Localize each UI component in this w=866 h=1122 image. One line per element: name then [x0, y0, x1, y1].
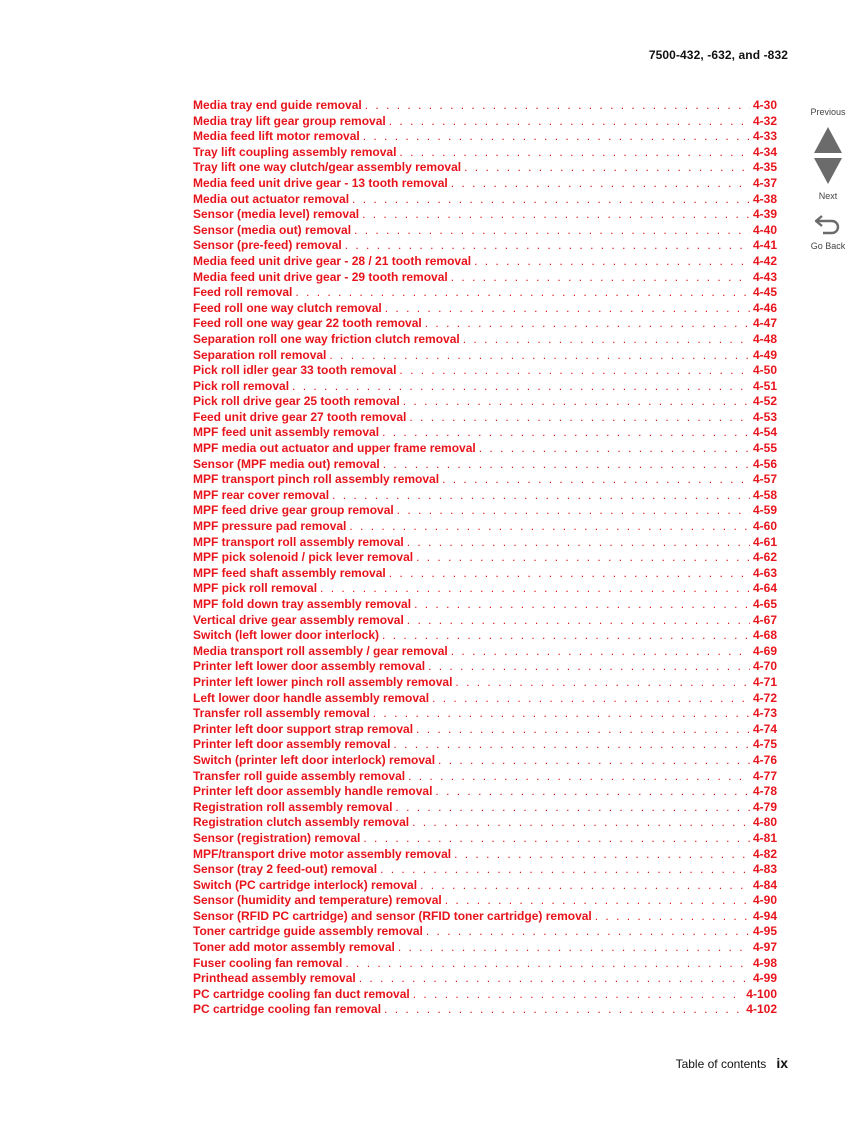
toc-entry-title[interactable]: Registration roll assembly removal: [193, 799, 393, 814]
toc-entry-title[interactable]: Media feed unit drive gear - 28 / 21 tooth removal: [193, 253, 472, 268]
toc-dot-leader: [292, 379, 750, 395]
toc-entry-page[interactable]: 4-58: [752, 487, 777, 502]
toc-entry-page[interactable]: 4-45: [752, 285, 777, 300]
toc-dot-leader: [384, 1002, 743, 1018]
toc-entry-title[interactable]: MPF feed shaft assembly removal: [193, 565, 386, 580]
toc-entry-page[interactable]: 4-67: [752, 612, 777, 627]
toc-entry-page[interactable]: 4-84: [752, 877, 777, 892]
toc-dot-leader: [408, 769, 750, 785]
toc-dot-leader: [409, 410, 750, 426]
toc-entry[interactable]: [193, 581, 777, 597]
toc-entry-page[interactable]: 4-64: [752, 581, 777, 596]
toc-entry-page[interactable]: 4-100: [746, 986, 777, 1001]
toc-dot-leader: [295, 285, 750, 301]
toc-entry[interactable]: [193, 940, 777, 956]
toc-dot-leader: [463, 332, 750, 348]
toc-dot-leader: [455, 675, 750, 691]
toc-entry-title[interactable]: Printhead assembly removal: [193, 971, 356, 986]
toc-entry[interactable]: [193, 254, 777, 270]
table-of-contents-list: [193, 98, 777, 1018]
toc-entry-title[interactable]: Transfer roll guide assembly removal: [193, 768, 406, 783]
toc-entry-page[interactable]: 4-59: [752, 503, 777, 518]
toc-entry[interactable]: [193, 613, 777, 629]
toc-entry-title[interactable]: Sensor (media out) removal: [193, 222, 352, 237]
toc-entry[interactable]: [193, 628, 777, 644]
toc-dot-leader: [435, 784, 750, 800]
toc-entry-page[interactable]: 4-33: [752, 129, 777, 144]
toc-dot-leader: [352, 192, 750, 208]
toc-entry[interactable]: [193, 457, 777, 473]
toc-entry-title[interactable]: Feed roll one way clutch removal: [193, 300, 382, 315]
toc-entry-page[interactable]: 4-51: [752, 378, 777, 393]
toc-entry[interactable]: [193, 285, 777, 301]
toc-entry-page[interactable]: 4-32: [752, 113, 777, 128]
toc-entry[interactable]: [193, 893, 777, 909]
toc-entry-page[interactable]: 4-49: [752, 347, 777, 362]
toc-entry-title[interactable]: Sensor (MPF media out) removal: [193, 456, 380, 471]
toc-entry[interactable]: [193, 675, 777, 691]
toc-entry[interactable]: [193, 924, 777, 940]
toc-entry-title[interactable]: PC cartridge cooling fan removal: [193, 1002, 382, 1017]
toc-entry-page[interactable]: 4-41: [752, 238, 777, 253]
toc-entry-title[interactable]: Tray lift coupling assembly removal: [193, 144, 397, 159]
toc-entry[interactable]: [193, 425, 777, 441]
toc-entry-title[interactable]: Media out actuator removal: [193, 191, 350, 206]
toc-dot-leader: [451, 644, 750, 660]
toc-entry-title[interactable]: Feed unit drive gear 27 tooth removal: [193, 409, 407, 424]
toc-dot-leader: [464, 160, 750, 176]
toc-entry-page[interactable]: 4-68: [752, 628, 777, 643]
toc-entry-page[interactable]: 4-71: [752, 674, 777, 689]
previous-page-button[interactable]: [806, 126, 850, 156]
toc-entry[interactable]: [193, 644, 777, 660]
toc-entry[interactable]: [193, 363, 777, 379]
toc-dot-leader: [380, 862, 750, 878]
toc-entry[interactable]: [193, 566, 777, 582]
toc-entry-page[interactable]: 4-61: [752, 534, 777, 549]
toc-entry-page[interactable]: 4-56: [752, 456, 777, 471]
toc-entry-title[interactable]: Switch (PC cartridge interlock) removal: [193, 877, 418, 892]
next-label[interactable]: Next: [818, 191, 838, 201]
toc-entry[interactable]: [193, 769, 777, 785]
toc-entry[interactable]: [193, 316, 777, 332]
toc-entry-title[interactable]: Registration clutch assembly removal: [193, 815, 410, 830]
toc-dot-leader: [416, 550, 750, 566]
toc-dot-leader: [393, 737, 750, 753]
toc-entry[interactable]: [193, 535, 777, 551]
toc-entry-page[interactable]: 4-90: [752, 893, 777, 908]
toc-dot-leader: [403, 394, 750, 410]
toc-entry-title[interactable]: MPF media out actuator and upper frame removal: [193, 441, 476, 456]
toc-entry-page[interactable]: 4-83: [752, 862, 777, 877]
toc-dot-leader: [363, 129, 750, 145]
toc-entry[interactable]: [193, 987, 777, 1003]
toc-dot-leader: [595, 909, 750, 925]
toc-entry-page[interactable]: 4-47: [752, 316, 777, 331]
toc-entry-title[interactable]: MPF/transport drive motor assembly removal: [193, 846, 452, 861]
toc-entry-title[interactable]: MPF rear cover removal: [193, 487, 330, 502]
toc-entry[interactable]: [193, 691, 777, 707]
toc-dot-leader: [389, 114, 750, 130]
toc-entry-title[interactable]: Separation roll removal: [193, 347, 327, 362]
document-header-title: 7500-432, -632, and -832: [648, 48, 788, 62]
toc-entry[interactable]: [193, 379, 777, 395]
toc-entry-title[interactable]: Sensor (RFID PC cartridge) and sensor (RFID toner cartridge) removal: [193, 908, 592, 923]
toc-entry-title[interactable]: MPF transport pinch roll assembly removal: [193, 472, 440, 487]
toc-entry-page[interactable]: 4-69: [752, 643, 777, 658]
toc-dot-leader: [362, 207, 750, 223]
toc-entry-page[interactable]: 4-40: [752, 222, 777, 237]
toc-dot-leader: [345, 238, 750, 254]
toc-entry-title[interactable]: PC cartridge cooling fan duct removal: [193, 986, 410, 1001]
toc-entry-page[interactable]: 4-74: [752, 721, 777, 736]
toc-entry[interactable]: [193, 815, 777, 831]
toc-entry-page[interactable]: 4-43: [752, 269, 777, 284]
toc-entry[interactable]: [193, 270, 777, 286]
toc-entry-page[interactable]: 4-73: [752, 706, 777, 721]
toc-entry-page[interactable]: 4-97: [752, 940, 777, 955]
toc-entry-page[interactable]: 4-81: [752, 830, 777, 845]
toc-entry[interactable]: [193, 784, 777, 800]
toc-entry[interactable]: [193, 160, 777, 176]
toc-entry[interactable]: [193, 394, 777, 410]
toc-dot-leader: [479, 441, 750, 457]
toc-entry[interactable]: [193, 207, 777, 223]
toc-dot-leader: [414, 597, 750, 613]
footer-page-number: ix: [776, 1055, 788, 1071]
toc-entry[interactable]: [193, 145, 777, 161]
toc-entry-page[interactable]: 4-35: [752, 160, 777, 175]
toc-dot-leader: [385, 301, 750, 317]
toc-entry-page[interactable]: 4-60: [752, 519, 777, 534]
toc-entry-title[interactable]: Switch (printer left door interlock) removal: [193, 752, 436, 767]
toc-entry-title[interactable]: Media feed unit drive gear - 13 tooth removal: [193, 175, 448, 190]
toc-dot-leader: [412, 815, 750, 831]
toc-entry-title[interactable]: MPF pressure pad removal: [193, 519, 347, 534]
toc-dot-leader: [432, 691, 750, 707]
toc-entry-title[interactable]: Pick roll drive gear 25 tooth removal: [193, 394, 400, 409]
toc-entry-title[interactable]: Sensor (tray 2 feed-out) removal: [193, 862, 378, 877]
toc-dot-leader: [363, 831, 750, 847]
toc-entry-page[interactable]: 4-63: [752, 565, 777, 580]
toc-dot-leader: [451, 270, 750, 286]
toc-entry[interactable]: [193, 519, 777, 535]
toc-entry-title[interactable]: Separation roll one way friction clutch removal: [193, 331, 460, 346]
toc-entry-title[interactable]: MPF pick solenoid / pick lever removal: [193, 550, 414, 565]
toc-dot-leader: [442, 472, 750, 488]
toc-entry[interactable]: [193, 129, 777, 145]
toc-entry-title[interactable]: Printer left lower pinch roll assembly removal: [193, 674, 453, 689]
toc-entry-page[interactable]: 4-55: [752, 441, 777, 456]
toc-entry[interactable]: [193, 831, 777, 847]
toc-entry-title[interactable]: Media feed lift motor removal: [193, 129, 360, 144]
toc-entry-page[interactable]: 4-57: [752, 472, 777, 487]
toc-entry[interactable]: [193, 488, 777, 504]
toc-entry-title[interactable]: Fuser cooling fan removal: [193, 955, 343, 970]
toc-dot-leader: [329, 348, 750, 364]
toc-entry-page[interactable]: 4-98: [752, 955, 777, 970]
toc-entry-page[interactable]: 4-54: [752, 425, 777, 440]
toc-dot-leader: [382, 425, 750, 441]
toc-entry[interactable]: [193, 98, 777, 114]
toc-entry-page[interactable]: 4-39: [752, 207, 777, 222]
go-back-arrow-icon[interactable]: [813, 212, 843, 238]
toc-dot-leader: [407, 535, 750, 551]
toc-entry[interactable]: [193, 737, 777, 753]
toc-entry-page[interactable]: 4-50: [752, 363, 777, 378]
toc-entry[interactable]: [193, 800, 777, 816]
toc-entry-page[interactable]: 4-78: [752, 784, 777, 799]
toc-entry-title[interactable]: Printer left door support strap removal: [193, 721, 414, 736]
toc-dot-leader: [438, 753, 750, 769]
toc-entry[interactable]: [193, 301, 777, 317]
toc-entry-page[interactable]: 4-82: [752, 846, 777, 861]
toc-entry-page[interactable]: 4-75: [752, 737, 777, 752]
toc-entry[interactable]: [193, 971, 777, 987]
footer-section-label: Table of contents: [675, 1057, 767, 1071]
toc-entry-title[interactable]: MPF transport roll assembly removal: [193, 534, 404, 549]
toc-entry[interactable]: [193, 472, 777, 488]
toc-dot-leader: [382, 628, 750, 644]
toc-dot-leader: [320, 581, 750, 597]
toc-dot-leader: [454, 847, 750, 863]
toc-dot-leader: [359, 971, 750, 987]
toc-entry-page[interactable]: 4-53: [752, 409, 777, 424]
toc-entry[interactable]: [193, 238, 777, 254]
toc-dot-leader: [399, 363, 750, 379]
toc-dot-leader: [354, 223, 750, 239]
toc-entry-title[interactable]: MPF pick roll removal: [193, 581, 318, 596]
toc-entry-page[interactable]: 4-80: [752, 815, 777, 830]
toc-entry-title[interactable]: Printer left door assembly handle removal: [193, 784, 433, 799]
toc-entry-title[interactable]: Sensor (registration) removal: [193, 830, 361, 845]
toc-entry-title[interactable]: Pick roll removal: [193, 378, 290, 393]
toc-entry-page[interactable]: 4-37: [752, 175, 777, 190]
toc-entry-page[interactable]: 4-77: [752, 768, 777, 783]
toc-entry-title[interactable]: Toner add motor assembly removal: [193, 940, 395, 955]
toc-dot-leader: [426, 924, 750, 940]
toc-entry-page[interactable]: 4-72: [752, 690, 777, 705]
toc-entry-page[interactable]: 4-102: [746, 1002, 777, 1017]
toc-entry[interactable]: [193, 550, 777, 566]
toc-entry-title[interactable]: Tray lift one way clutch/gear assembly removal: [193, 160, 462, 175]
toc-entry-page[interactable]: 4-42: [752, 253, 777, 268]
toc-entry-title[interactable]: Media tray end guide removal: [193, 98, 362, 112]
toc-entry[interactable]: [193, 659, 777, 675]
toc-entry-title[interactable]: Pick roll idler gear 33 tooth removal: [193, 363, 397, 378]
toc-entry-page[interactable]: 4-94: [752, 908, 777, 923]
toc-entry[interactable]: [193, 332, 777, 348]
previous-label[interactable]: Previous: [810, 107, 846, 117]
toc-entry-title[interactable]: Vertical drive gear assembly removal: [193, 612, 404, 627]
toc-entry-title[interactable]: Feed roll one way gear 22 tooth removal: [193, 316, 422, 331]
toc-entry-page[interactable]: 4-70: [752, 659, 777, 674]
toc-entry[interactable]: [193, 348, 777, 364]
toc-entry[interactable]: [193, 410, 777, 426]
toc-entry-page[interactable]: 4-48: [752, 331, 777, 346]
toc-entry-page[interactable]: 4-95: [752, 924, 777, 939]
toc-entry[interactable]: [193, 441, 777, 457]
toc-entry[interactable]: [193, 503, 777, 519]
next-page-button[interactable]: [806, 157, 850, 187]
toc-entry-page[interactable]: 4-79: [752, 799, 777, 814]
toc-entry-title[interactable]: Transfer roll assembly removal: [193, 706, 370, 721]
toc-entry-title[interactable]: Media feed unit drive gear - 29 tooth removal: [193, 269, 448, 284]
toc-entry[interactable]: [193, 1002, 777, 1018]
toc-entry[interactable]: [193, 192, 777, 208]
toc-entry[interactable]: [193, 597, 777, 613]
toc-dot-leader: [425, 316, 750, 332]
toc-dot-leader: [332, 488, 750, 504]
toc-dot-leader: [420, 878, 750, 894]
toc-entry-page[interactable]: 4-30: [752, 98, 777, 112]
triangle-down-icon[interactable]: [813, 157, 843, 185]
toc-entry[interactable]: [193, 909, 777, 925]
toc-entry-page[interactable]: 4-52: [752, 394, 777, 409]
toc-entry-title[interactable]: Sensor (media level) removal: [193, 207, 360, 222]
triangle-up-icon[interactable]: [813, 126, 843, 154]
toc-entry-title[interactable]: Printer left door assembly removal: [193, 737, 391, 752]
toc-entry-title[interactable]: MPF feed unit assembly removal: [193, 425, 380, 440]
go-back-button[interactable]: [806, 212, 850, 240]
toc-dot-leader: [373, 706, 750, 722]
toc-dot-leader: [398, 940, 750, 956]
toc-entry[interactable]: [193, 753, 777, 769]
toc-dot-leader: [397, 503, 750, 519]
toc-entry-title[interactable]: Printer left lower door assembly removal: [193, 659, 426, 674]
toc-entry[interactable]: [193, 878, 777, 894]
toc-entry-page[interactable]: 4-65: [752, 597, 777, 611]
toc-entry[interactable]: [193, 114, 777, 130]
page-footer: [676, 1055, 788, 1071]
toc-entry-title[interactable]: Left lower door handle assembly removal: [193, 690, 430, 705]
toc-entry-page[interactable]: 4-34: [752, 144, 777, 159]
toc-dot-leader: [389, 566, 750, 582]
toc-entry-page[interactable]: 4-99: [752, 971, 777, 986]
toc-entry-title[interactable]: Switch (left lower door interlock): [193, 628, 380, 643]
toc-entry-title[interactable]: Toner cartridge guide assembly removal: [193, 924, 423, 939]
toc-dot-leader: [365, 98, 750, 114]
toc-dot-leader: [399, 145, 750, 161]
toc-entry-page[interactable]: 4-46: [752, 300, 777, 315]
toc-dot-leader: [451, 176, 750, 192]
toc-entry-title[interactable]: Sensor (pre-feed) removal: [193, 238, 342, 253]
toc-dot-leader: [383, 457, 750, 473]
toc-entry[interactable]: [193, 722, 777, 738]
toc-dot-leader: [345, 956, 750, 972]
toc-entry[interactable]: [193, 862, 777, 878]
toc-entry[interactable]: [193, 176, 777, 192]
toc-entry-title[interactable]: Media tray lift gear group removal: [193, 113, 386, 128]
toc-entry-title[interactable]: Feed roll removal: [193, 285, 293, 300]
toc-entry-page[interactable]: 4-76: [752, 752, 777, 767]
toc-entry-page[interactable]: 4-38: [752, 191, 777, 206]
toc-dot-leader: [474, 254, 750, 270]
toc-entry-title[interactable]: MPF fold down tray assembly removal: [193, 597, 412, 611]
toc-entry[interactable]: [193, 223, 777, 239]
go-back-label[interactable]: Go Back: [810, 241, 846, 251]
toc-dot-leader: [349, 519, 750, 535]
toc-entry-page[interactable]: 4-62: [752, 550, 777, 565]
toc-entry[interactable]: [193, 706, 777, 722]
toc-dot-leader: [407, 613, 750, 629]
toc-dot-leader: [395, 800, 750, 816]
toc-entry-title[interactable]: MPF feed drive gear group removal: [193, 503, 394, 518]
toc-dot-leader: [445, 893, 750, 909]
toc-entry-title[interactable]: Media transport roll assembly / gear removal: [193, 643, 448, 658]
toc-entry[interactable]: [193, 956, 777, 972]
toc-dot-leader: [413, 987, 744, 1003]
toc-entry-title[interactable]: Sensor (humidity and temperature) removal: [193, 893, 442, 908]
toc-dot-leader: [416, 722, 750, 738]
toc-dot-leader: [428, 659, 750, 675]
toc-entry[interactable]: [193, 847, 777, 863]
